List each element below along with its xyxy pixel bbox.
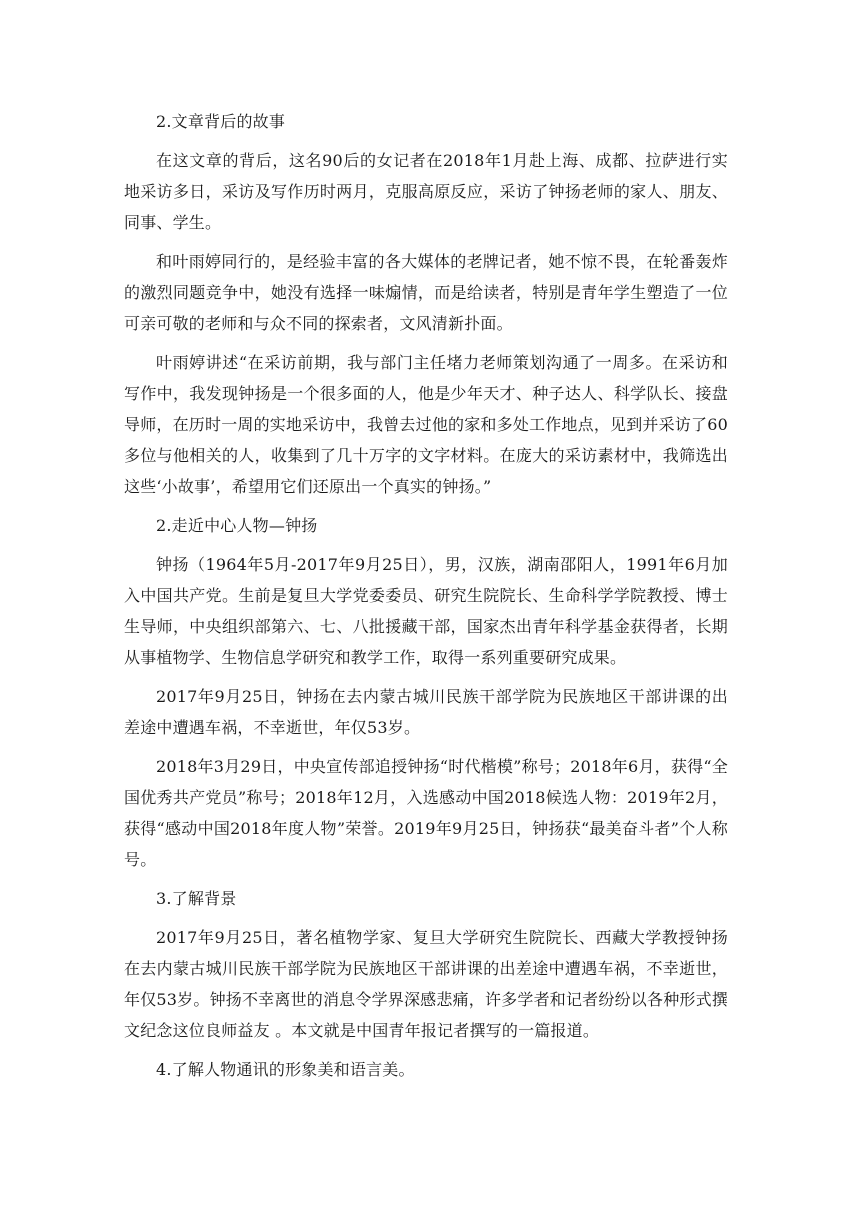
section-heading-background: 3.了解背景: [156, 889, 237, 908]
paragraph-writing-style: 和叶雨婷同行的，是经验丰富的各大媒体的老牌记者，她不惊不畏，在轮番轰炸的激烈同题竞争中，她没有选择一味煽情，而是给读者，特别是青年学生塑造了一位可亲可敬的老师和与众不同的探索者，文风清新扑面。: [124, 252, 728, 333]
paragraph-reporter-interviews: 在这文章的背后，这名90后的女记者在2018年1月赴上海、成都、拉萨进行实地采访多日，采访及写作历时两月，克服高原反应，采访了钟扬老师的家人、朋友、同事、学生。: [124, 151, 728, 232]
paragraph-reporter-quote: 叶雨婷讲述“在采访前期，我与部门主任堵力老师策划沟通了一周多。在采访和写作中，我发现钟扬是一个很多面的人，他是少年天才、种子达人、科学队长、接盘导师，在历时一周的实地采访中，我曾去过他的家和多处工作地点，见到并采访了60多位与他相关的人，收集到了几十万字的文字材料。在庞大的采访素材中，我筛选出这些‘小故事’，希望用它们还原出一个真实的钟扬。”: [124, 353, 728, 496]
paragraph-biography: 钟扬（1964年5月-2017年9月25日），男，汉族，湖南邵阳人，1991年6月加入中国共产党。生前是复旦大学党委委员、研究生院院长、生命科学学院教授、博士生导师，中央组织部第六、七、八批援藏干部，国家杰出青年科学基金获得者，长期从事植物学、生物信息学研究和教学工作，取得一系列重要研究成果。: [124, 555, 728, 667]
section-heading-central-figure: 2.走近中心人物—钟扬: [156, 516, 318, 535]
document-page: [124, 106, 728, 1093]
paragraph-accident: 2017年9月25日，钟扬在去内蒙古城川民族干部学院为民族地区干部讲课的出差途中遭遇车祸，不幸逝世，年仅53岁。: [124, 687, 728, 737]
paragraph-honors: 2018年3月29日，中央宣传部追授钟扬“时代楷模”称号；2018年6月，获得“全国优秀共产党员”称号；2018年12月，入选感动中国2018候选人物：2019年2月，获得“感动中国2018年度人物”荣誉。2019年9月25日，钟扬获“最美奋斗者”个人称号。: [124, 757, 728, 869]
section-heading-image-language: 4.了解人物通讯的形象美和语言美。: [156, 1060, 415, 1079]
paragraph-background: 2017年9月25日，著名植物学家、复旦大学研究生院院长、西藏大学教授钟扬在去内蒙古城川民族干部学院为民族地区干部讲课的出差途中遭遇车祸，不幸逝世，年仅53岁。钟扬不幸离世的消息令学界深感悲痛，许多学者和记者纷纷以各种形式撰文纪念这位良师益友 。本文就是中国青年报记者撰写的一篇报道。: [124, 928, 728, 1040]
section-heading-story-behind: 2.文章背后的故事: [156, 112, 286, 131]
